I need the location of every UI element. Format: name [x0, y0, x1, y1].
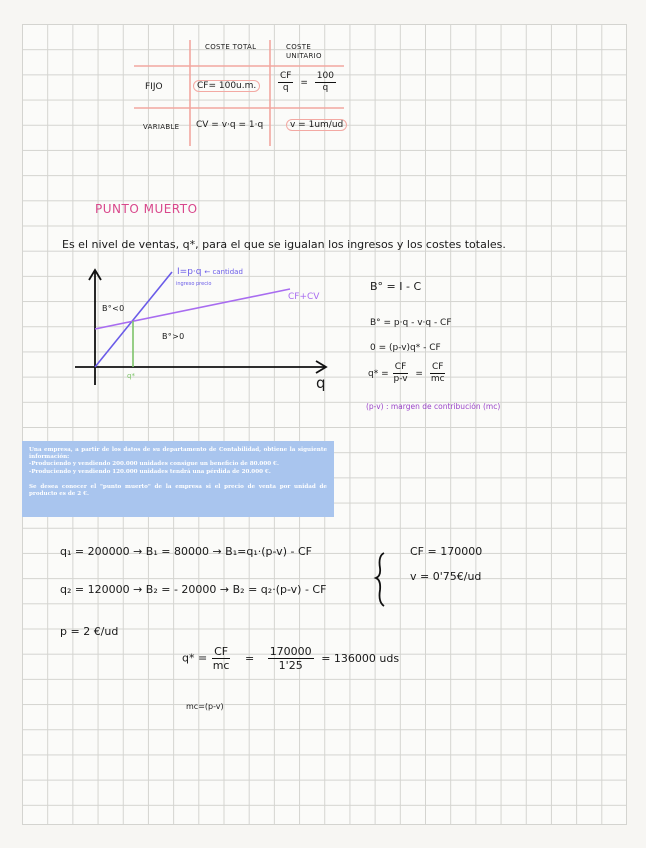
problem-question: Se desea conocer el "punto muerto" de la empresa si el precio de venta por unidad de producto es de 2 €. [29, 483, 327, 498]
profit-region-label: B°>0 [162, 332, 185, 341]
header-coste-unitario: COSTE UNITARIO [286, 43, 322, 60]
header-coste-total: COSTE TOTAL [205, 43, 257, 51]
formula-qstar: q* = $\frac{CF}{p-v}$ = $\frac{CF}{mc}$ [368, 362, 445, 384]
cell-variable-unitario: v = 1um/ud [286, 120, 347, 130]
income-label: I=p·q ← cantidad [177, 267, 243, 277]
definition-text: Es el nivel de ventas, q*, para el que se igualan los ingresos y los costes totales. [62, 238, 506, 251]
fraction-100-q: $\frac{100}{q}$ [316, 71, 334, 93]
cf-fijo-value: CF= 100u.m. [193, 80, 260, 92]
formula-profit-definition: B° = I - C [370, 280, 422, 293]
solution-v: v = 0'75€/ud [410, 570, 482, 583]
x-axis-label: q [316, 374, 326, 392]
solution-eq-2: q₂ = 120000 → B₂ = - 20000 → B₂ = q₂·(p-v) - CF [60, 583, 327, 596]
margin-note: (p-v) : margen de contribución (mc) [366, 402, 501, 411]
loss-region-label: B°<0 [102, 304, 125, 313]
cell-fijo-unitario: $\frac{CF}{q}$ = $\frac{100}{q}$ [280, 71, 334, 93]
row-label-fijo: FIJO [145, 82, 163, 92]
problem-intro: Una empresa, a partir de los datos de su departamento de Contabilidad, obtiene la siguiente información: [29, 447, 327, 461]
cost-label: CF+CV [288, 292, 320, 302]
formula-breakeven-zero: 0 = (p-v)q* - CF [370, 343, 441, 353]
solution-cf: CF = 170000 [410, 545, 483, 558]
mc-definition: mc=(p-v) [186, 702, 224, 711]
solution-eq-1: q₁ = 200000 → B₁ = 80000 → B₁=q₁·(p-v) - CF [60, 545, 312, 558]
breakeven-tick-label: q* [127, 372, 135, 380]
price-label: ingreso precio [176, 281, 212, 287]
formula-profit-expanded: B° = p·q - v·q - CF [370, 318, 452, 328]
section-title: PUNTO MUERTO [95, 202, 198, 216]
cell-variable-total: CV = v·q = 1·q [196, 120, 264, 130]
solution-p: p = 2 €/ud [60, 625, 119, 638]
final-result: = 136000 uds [321, 651, 400, 665]
row-label-variable: VARIABLE [143, 123, 180, 131]
fraction-cf-q: $\frac{CF}{q}$ [280, 71, 292, 93]
problem-case-1: -Produciendo y vendiendo 200.000 unidades consigue un beneficio de 80.000 €. [29, 461, 279, 468]
final-calculation: q* = $\frac{CF}{mc}$ = $\frac{170000}{1'25}$ = 136000 uds [182, 645, 400, 672]
problem-case-2: -Produciendo y vendiendo 120.000 unidades tendrá una pérdida de 20.000 €. [29, 468, 271, 475]
